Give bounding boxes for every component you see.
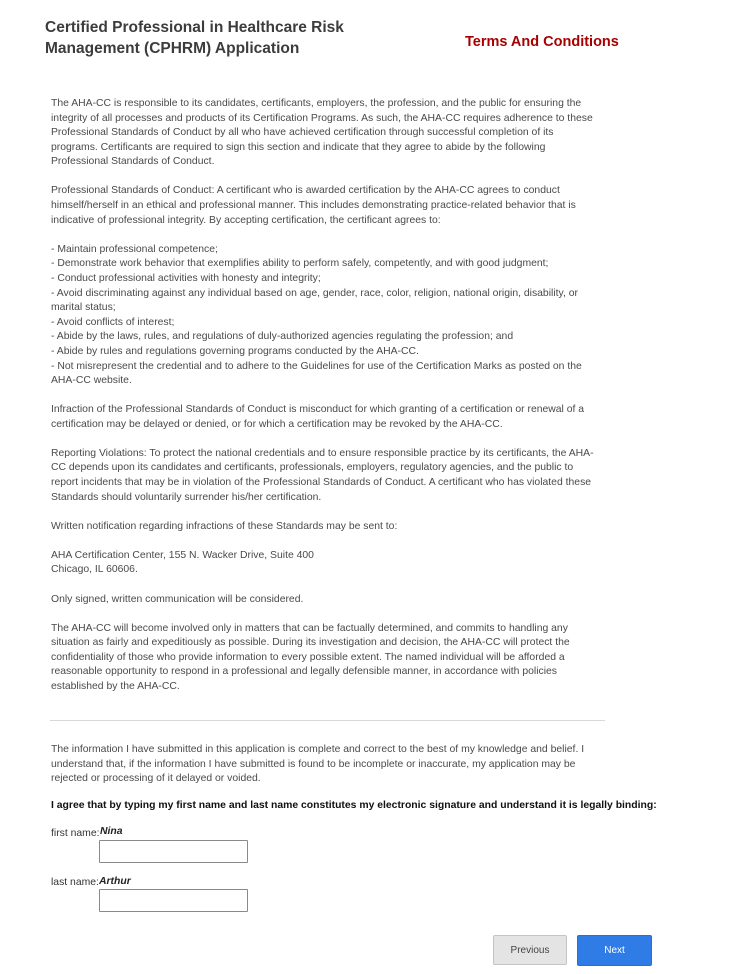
written-notification-paragraph: Written notification regarding infractions of these Standards may be sent to: [51, 520, 398, 532]
first-name-input[interactable] [99, 840, 248, 863]
reporting-violations-paragraph: Reporting Violations: To protect the national credentials and to ensure responsible practice by its certificants, the AHA-CC depends upon its candidates and certificants, professionals, employers, regulatory agencies, and the public to report incidents that may be in violation of the Professional Standards of Conduct. A certificant who has violated these Standards should voluntarily surrender his/her certification. [51, 447, 594, 503]
list-item: - Conduct professional activities with honesty and integrity; [51, 272, 321, 284]
terms-and-conditions-text [51, 97, 603, 709]
list-item: - Not misrepresent the credential and to adhere to the Guidelines for use of the Certification Marks as posted on the AHA-CC website. [51, 360, 582, 387]
first-name-label: first name: [51, 828, 100, 839]
list-item: - Avoid discriminating against any individual based on age, gender, race, color, religion, national origin, disability, or marital status; [51, 287, 578, 314]
first-name-expected: Nina [100, 826, 123, 837]
last-name-label: last name: [51, 877, 99, 888]
involvement-paragraph: The AHA-CC will become involved only in matters that can be factually determined, and commits to handling any situation as fairly and expeditiously as possible. During its investigation and decision, the AHA-CC will protect the confidentiality of those who provide information to every possible extent. The named individual will be afforded a reasonable opportunity to respond in a professional and legally defensible manner, in accordance with policies established by the AHA-CC. [51, 622, 570, 692]
terms-intro-paragraph: The AHA-CC is responsible to its candidates, certificants, employers, the profession, and the public for ensuring the integrity of all processes and products of its Certification Programs. As such, the AHA-CC requires adherence to these Professional Standards of Conduct by all who have achieved certification through successful completion of its programs. Certificants are required to sign this section and indicate that they agree to abide by the following Professional Standards of Conduct. [51, 98, 593, 168]
standards-list [51, 243, 603, 389]
list-item: - Abide by rules and regulations governing programs conducted by the AHA-CC. [51, 345, 419, 357]
list-item: - Avoid conflicts of interest; [51, 316, 175, 328]
signed-communication-paragraph: Only signed, written communication will be considered. [51, 593, 304, 605]
list-item: - Demonstrate work behavior that exemplifies ability to perform safely, competently, and with good judgment; [51, 258, 549, 270]
standards-intro-paragraph: Professional Standards of Conduct: A certificant who is awarded certification by the AHA-CC agrees to conduct himself/herself in an ethical and professional manner. This includes demonstrating practice-related behavior that is indicative of professional integrity. By accepting certification, the certificant agrees to: [51, 185, 576, 226]
page-title: Certified Professional in Healthcare Risk Management (CPHRM) Application [45, 19, 344, 57]
mailing-address [51, 549, 603, 578]
last-name-input[interactable] [99, 889, 248, 912]
attestation-text: The information I have submitted in this application is complete and correct to the best of my knowledge and belief. I understand that, if the information I have submitted is found to be incomplete or inaccurate, my application may be rejected or processing of it delayed or voided. [51, 744, 585, 785]
infraction-paragraph: Infraction of the Professional Standards of Conduct is misconduct for which granting of a certification or renewal of a certification may be delayed or denied, or for which a certification may be revoked by the AHA-CC. [51, 404, 585, 430]
electronic-signature-agreement: I agree that by typing my first name and last name constitutes my electronic signature and understand it is legally binding: [51, 800, 657, 811]
previous-button[interactable]: Previous [493, 935, 567, 965]
address-line-2: Chicago, IL 60606. [51, 564, 138, 576]
next-button[interactable]: Next [577, 935, 652, 966]
list-item: - Maintain professional competence; [51, 243, 218, 255]
last-name-expected: Arthur [99, 876, 131, 887]
section-title: Terms And Conditions [465, 34, 619, 50]
section-divider [50, 720, 605, 721]
address-line-1: AHA Certification Center, 155 N. Wacker Drive, Suite 400 [51, 549, 314, 561]
list-item: - Abide by the laws, rules, and regulations of duly-authorized agencies regulating the profession; and [51, 331, 514, 343]
